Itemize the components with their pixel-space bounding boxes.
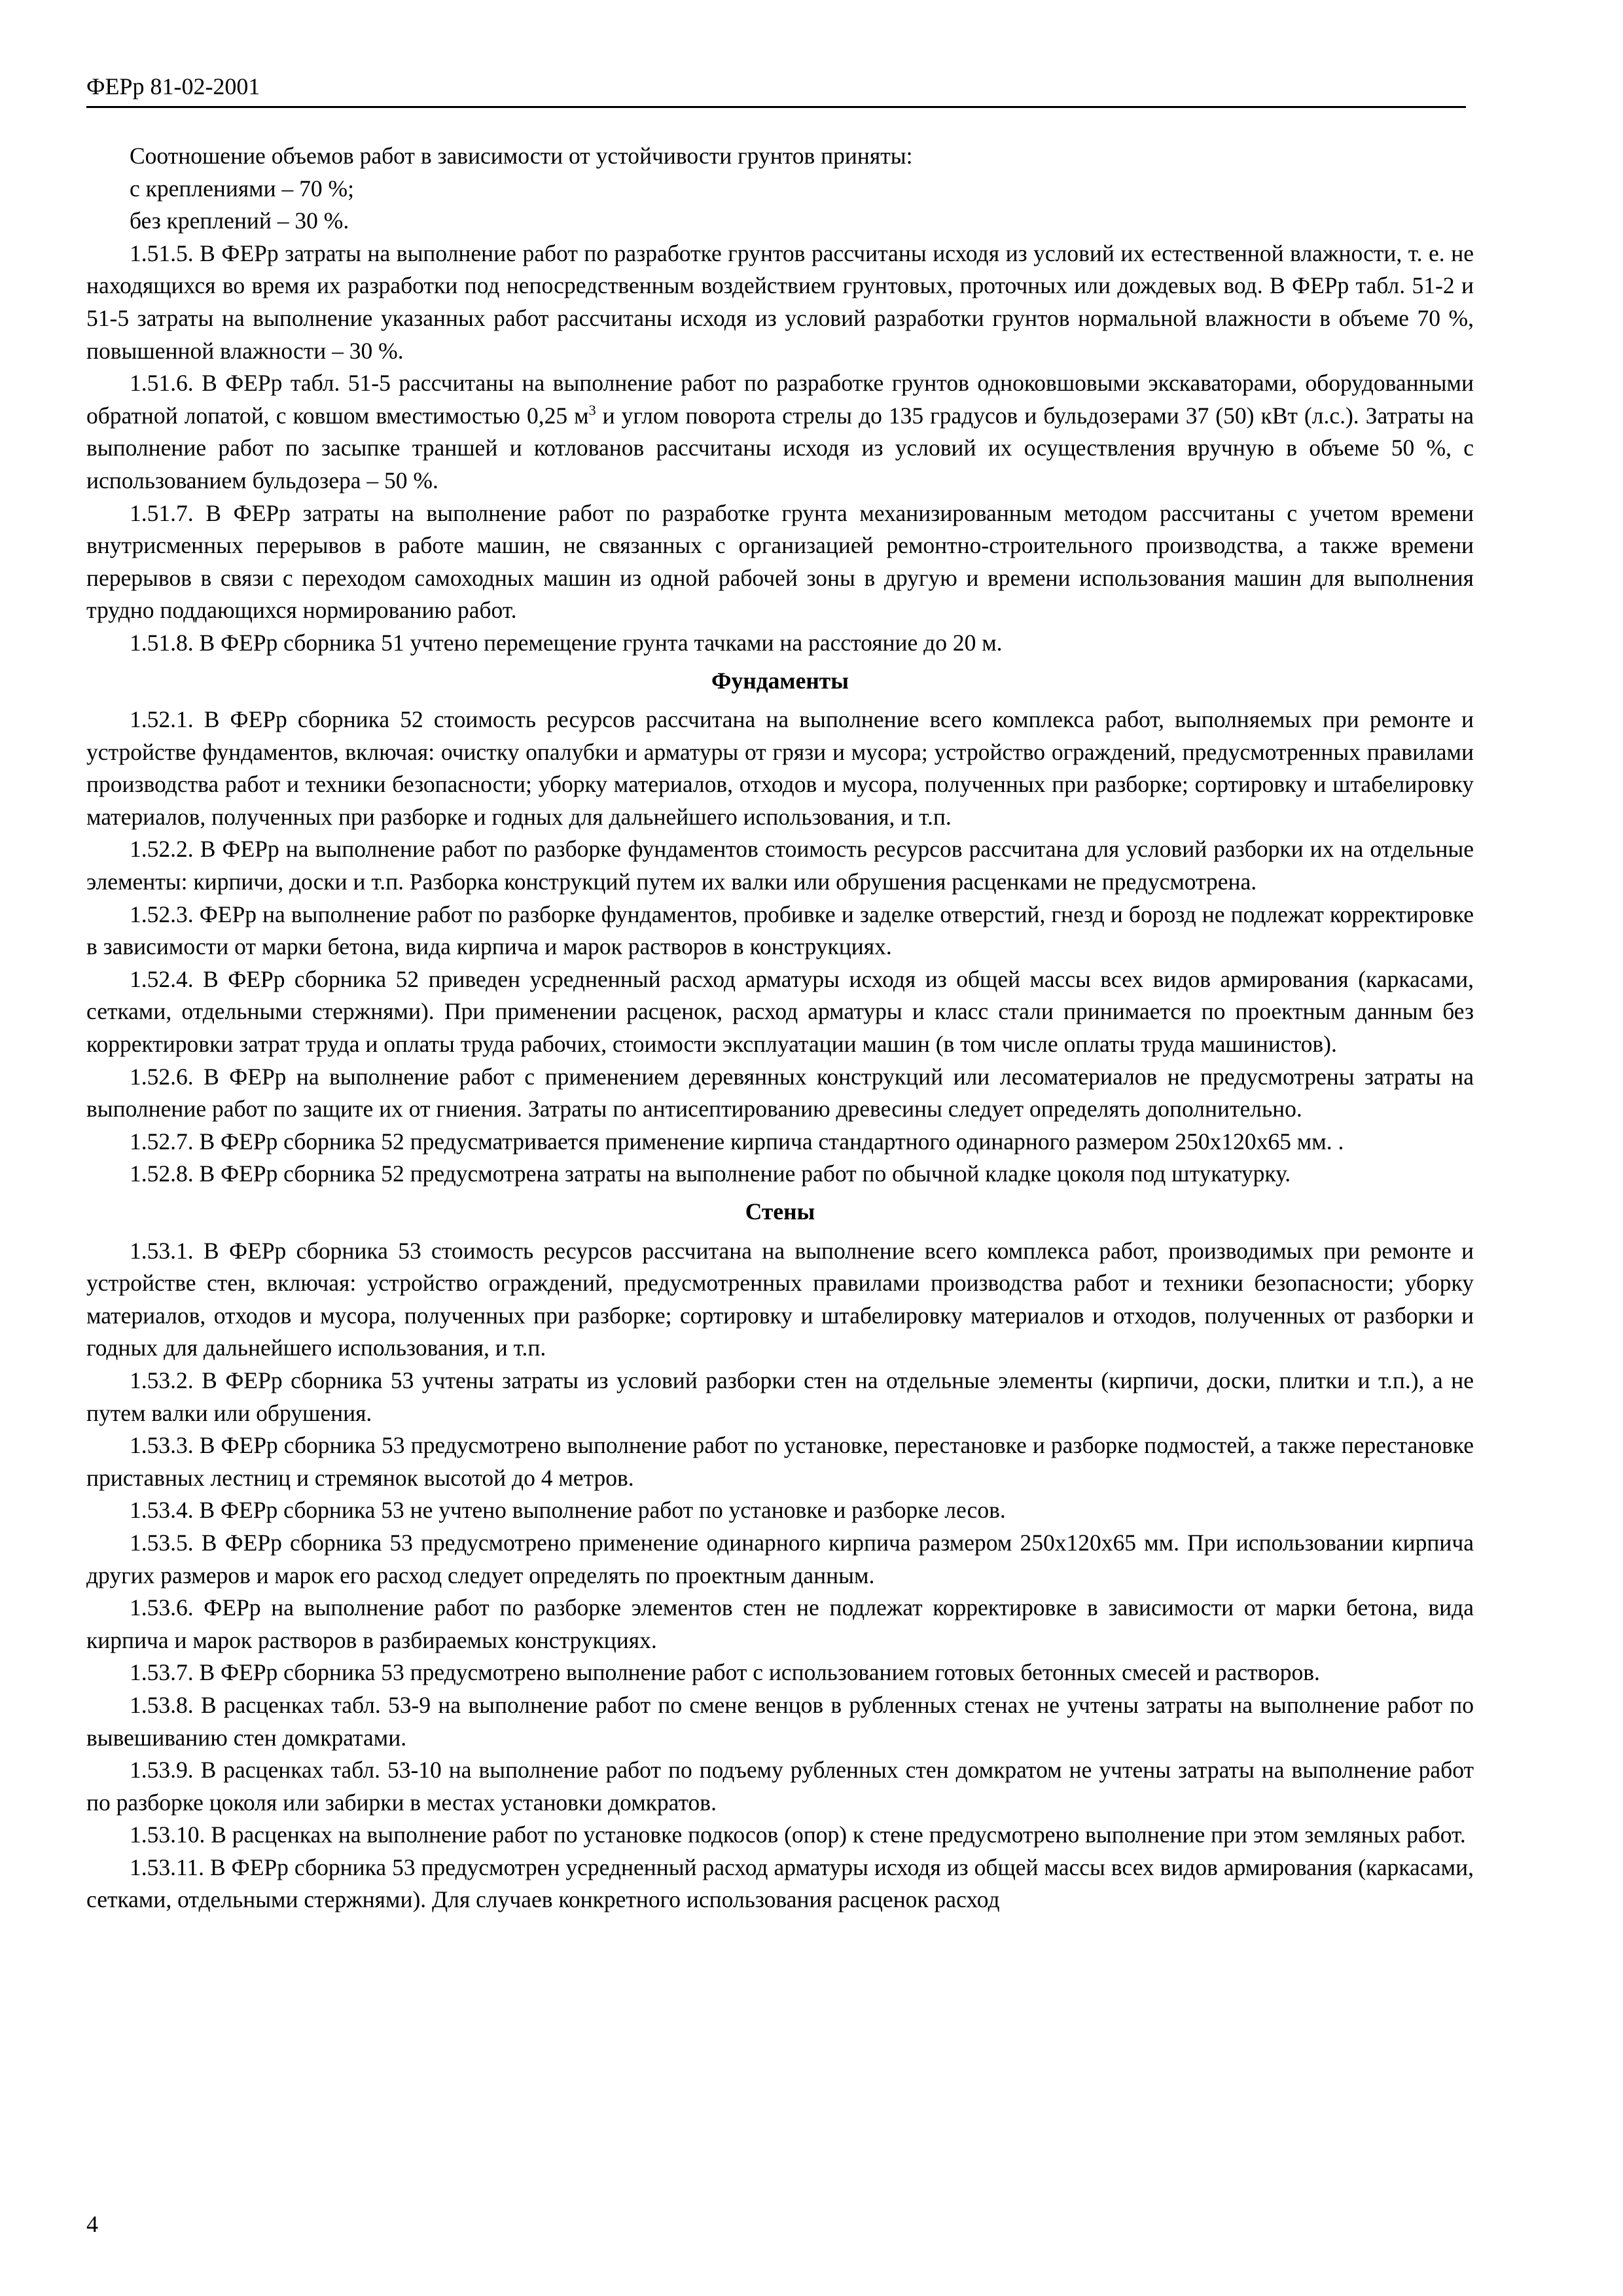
paragraph-1-51-8: 1.51.8. В ФЕРр сборника 51 учтено перемещение грунта тачками на расстояние до 20 м. xyxy=(130,629,1003,656)
paragraph-1-52-4: 1.52.4. В ФЕРр сборника 52 приведен усредненный расход арматуры исходя из общей массы всех видов армирования (каркасами, сетками, отдельными стержнями). При применении расценок, расход арматуры и класс стали принимается по проектным данным без корректировки затрат труда и оплаты труда рабочих, стоимости эксплуатации машин (в том числе оплаты труда машинистов). xyxy=(86,965,1474,1058)
superscript: 3 xyxy=(588,401,596,418)
paragraph-1-53-10: 1.53.10. В расценках на выполнение работ по установке подкосов (опор) к стене предусмотрено выполнение при этом земляных работ. xyxy=(130,1821,1466,1848)
paragraph-1-52-7: 1.52.7. В ФЕРр сборника 52 предусматривается применение кирпича стандартного одинарного размером 250х120х65 мм. . xyxy=(130,1128,1344,1155)
paragraph-1-52-2: 1.52.2. В ФЕРр на выполнение работ по разборке фундаментов стоимость ресурсов рассчитана для условий разборки их на отдельные элементы: кирпичи, доски и т.п. Разборка конструкций путем их валки или обрушения расценками не предусмотрена. xyxy=(86,836,1474,895)
paragraph-1-53-8: 1.53.8. В расценках табл. 53-9 на выполнение работ по смене венцов в рубленных стенах не учтены затраты на выполнение работ по вывешиванию стен домкратами. xyxy=(86,1691,1474,1751)
document-body xyxy=(86,140,1474,1916)
paragraph-1-53-1: 1.53.1. В ФЕРр сборника 53 стоимость ресурсов рассчитана на выполнение всего комплекса работ, производимых при ремонте и устройстве стен, включая: устройство ограждений, предусмотренных правилами производства работ и техники безопасности; уборку материалов, отходов и мусора, полученных при разборке; сортировку и штабелировку материалов и отходов, полученных от разборки и годных для дальнейшего использования, и т.п. xyxy=(86,1237,1474,1361)
paragraph-1-53-5: 1.53.5. В ФЕРр сборника 53 предусмотрено применение одинарного кирпича размером 250х120х65 мм. При использовании кирпича других размеров и марок его расход следует определять по проектным данным. xyxy=(86,1529,1474,1588)
paragraph-1-53-11: 1.53.11. В ФЕРр сборника 53 предусмотрен усредненный расход арматуры исходя из общей массы всех видов армирования (каркасами, сетками, отдельными стержнями). Для случаев конкретного использования расценок расход xyxy=(86,1854,1474,1913)
section-heading-foundations: Фундаменты xyxy=(711,667,849,694)
paragraph-1-51-5: 1.51.5. В ФЕРр затраты на выполнение работ по разработке грунтов рассчитаны исходя из условий их естественной влажности, т. е. не находящихся во время их разработки под непосредственным воздействием грунтовых, проточных или дождевых вод. В ФЕРр табл. 51-2 и 51-5 затраты на выполнение указанных работ рассчитаны исходя из условий разработки грунтов нормальной влажности в объеме 70 %, повышенной влажности – 30 %. xyxy=(86,240,1474,364)
document-code: ФЕРр 81-02-2001 xyxy=(86,73,260,99)
paragraph-1-53-4: 1.53.4. В ФЕРр сборника 53 не учтено выполнение работ по установке и разборке лесов. xyxy=(130,1497,1006,1524)
paragraph-1-53-9: 1.53.9. В расценках табл. 53-10 на выполнение работ по подъему рубленных стен домкратом не учтены затраты на выполнение работ по разборке цоколя или забирки в местах установки домкратов. xyxy=(86,1757,1474,1816)
paragraph: с креплениями – 70 %; xyxy=(130,175,354,202)
paragraph-1-52-3: 1.52.3. ФЕРр на выполнение работ по разборке фундаментов, пробивке и заделке отверстий, гнезд и борозд не подлежат корректировке в зависимости от марки бетона, вида кирпича и марок растворов в конструкциях. xyxy=(86,901,1474,960)
paragraph: без креплений – 30 %. xyxy=(130,207,349,234)
paragraph-1-53-7: 1.53.7. В ФЕРр сборника 53 предусмотрено выполнение работ с использованием готовых бетонных смесей и растворов. xyxy=(130,1659,1320,1686)
paragraph-1-52-6: 1.52.6. В ФЕРр на выполнение работ с применением деревянных конструкций или лесоматериалов не предусмотрены затраты на выполнение работ по защите их от гниения. Затраты по антисептированию древесины следует определять дополнительно. xyxy=(86,1063,1474,1122)
paragraph-1-52-8: 1.52.8. В ФЕРр сборника 52 предусмотрена затраты на выполнение работ по обычной кладке цоколя под штукатурку. xyxy=(130,1160,1291,1187)
paragraph-1-53-2: 1.53.2. В ФЕРр сборника 53 учтены затраты из условий разборки стен на отдельные элементы (кирпичи, доски, плитки и т.п.), а не путем валки или обрушения. xyxy=(86,1367,1474,1426)
page-number: 4 xyxy=(86,2211,98,2237)
section-heading-walls: Стены xyxy=(745,1198,815,1225)
paragraph-text: 1.51.6. В ФЕРр табл. 51-5 рассчитаны на выполнение работ по разработке грунтов одноковшовыми экскаваторами, оборудованными обратной лопатой, с ковшом вместимостью 0,25 м xyxy=(86,370,1474,429)
paragraph-1-51-7: 1.51.7. В ФЕРр затраты на выполнение работ по разработке грунта механизированным методом рассчитаны с учетом времени внутрисменных перерывов в работе машин, не связанных с организацией ремонтно-строительного производства, а также времени перерывов в связи с переходом самоходных машин из одной рабочей зоны в другую и времени использования машин для выполнения трудно поддающихся нормированию работ. xyxy=(86,499,1474,624)
paragraph: Соотношение объемов работ в зависимости от устойчивости грунтов приняты: xyxy=(130,143,913,169)
paragraph-1-53-3: 1.53.3. В ФЕРр сборника 53 предусмотрено выполнение работ по установке, перестановке и разборке подмостей, а также перестановке приставных лестниц и стремянок высотой до 4 метров. xyxy=(86,1432,1474,1491)
paragraph-1-52-1: 1.52.1. В ФЕРр сборника 52 стоимость ресурсов рассчитана на выполнение всего комплекса работ, выполняемых при ремонте и устройстве фундаментов, включая: очистку опалубки и арматуры от грязи и мусора; устройство ограждений, предусмотренных правилами производства работ и техники безопасности; уборку материалов, отходов и мусора, полученных при разборке; сортировку и штабелировку материалов, полученных при разборке и годных для дальнейшего использования, и т.п. xyxy=(86,706,1474,830)
paragraph-text: и углом поворота стрелы до 135 градусов и бульдозерами 37 (50) кВт (л.с.). Затраты на выполнение работ по засыпке траншей и котлованов рассчитаны исходя из условий их осуществления вручную в объеме 50 %, с использованием бульдозера – 50 %. xyxy=(86,402,1474,493)
paragraph-1-53-6: 1.53.6. ФЕРр на выполнение работ по разборке элементов стен не подлежат корректировке в зависимости от марки бетона, вида кирпича и марок растворов в разбираемых конструкциях. xyxy=(86,1594,1474,1653)
page-header xyxy=(86,73,1466,108)
paragraph-1-51-6 xyxy=(86,367,1474,497)
